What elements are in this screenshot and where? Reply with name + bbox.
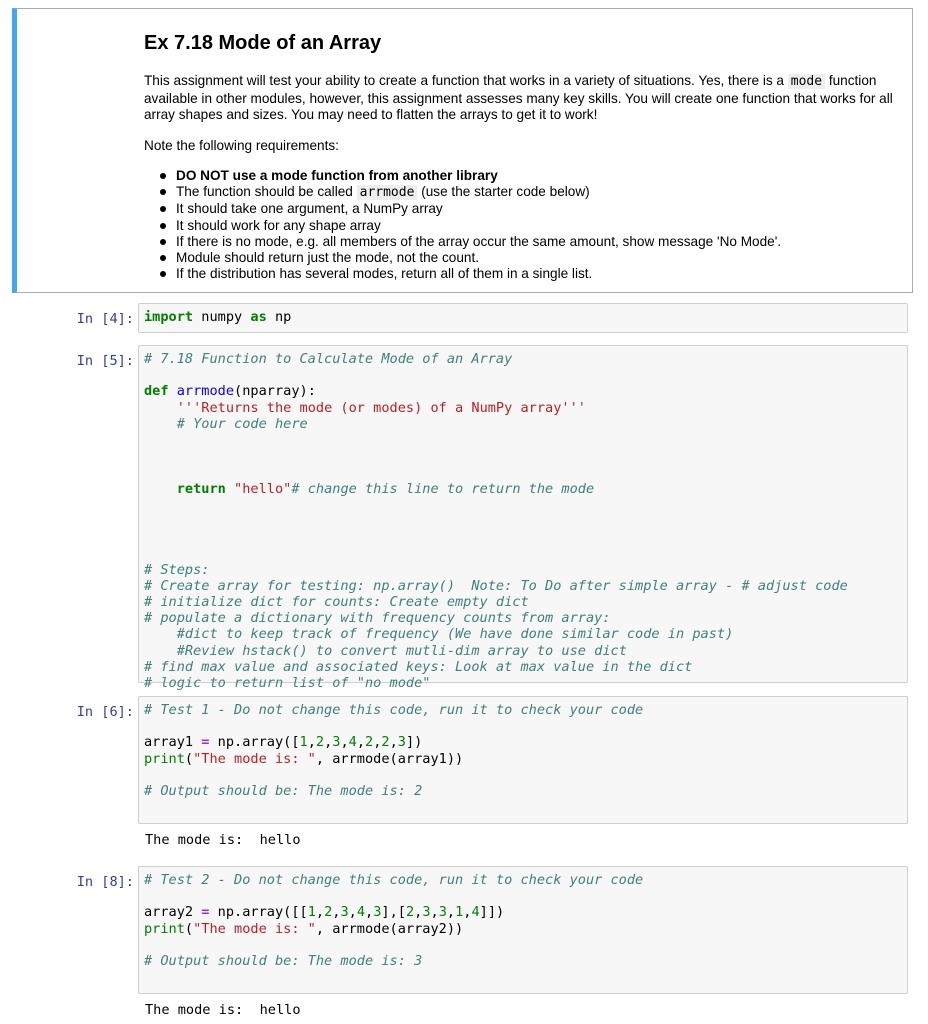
list-item bbox=[160, 168, 906, 184]
bullet-icon bbox=[160, 206, 166, 212]
code-comment: # Test 1 - Do not change this code, run it to check your code bbox=[144, 702, 644, 718]
code-operator: = bbox=[201, 904, 210, 921]
code-editor[interactable] bbox=[139, 697, 907, 804]
docstring: '''Returns the mode (or modes) of a NumPy array''' bbox=[176, 399, 586, 416]
builtin-print: print bbox=[144, 920, 185, 937]
code-number: 2 bbox=[405, 904, 415, 921]
list-item-text: (use the starter code below) bbox=[417, 184, 590, 200]
list-item-text: Module should return just the mode, not the count. bbox=[176, 250, 480, 266]
keyword-def: def bbox=[144, 383, 169, 400]
cell-prompt-6: In [6]: bbox=[76, 704, 134, 720]
code-number: 4 bbox=[471, 904, 480, 921]
code-comment: # Output should be: The mode is: 3 bbox=[144, 953, 423, 970]
cell-prompt-8: In [8]: bbox=[76, 874, 134, 890]
code-token: numpy bbox=[193, 309, 251, 325]
list-item-text: If the distribution has several modes, return all of them in a single list. bbox=[176, 266, 593, 282]
exercise-title: Ex 7.18 Mode of an Array bbox=[144, 32, 382, 54]
cell-prompt-4: In [4]: bbox=[76, 311, 134, 327]
code-string: "The mode is: " bbox=[193, 750, 316, 767]
markdown-content bbox=[144, 31, 906, 282]
code-token: np.array([[ bbox=[209, 904, 308, 921]
bullet-icon bbox=[160, 189, 166, 195]
code-editor[interactable] bbox=[139, 346, 907, 696]
list-item-text: The function should be called bbox=[176, 184, 357, 200]
code-comment: # Output should be: The mode is: 2 bbox=[144, 783, 423, 800]
keyword-as: as bbox=[250, 309, 267, 325]
code-number: 3 bbox=[332, 734, 341, 751]
number-list: 1,2,3,4,3 bbox=[307, 904, 382, 921]
list-item bbox=[160, 184, 906, 201]
code-token: array1 bbox=[144, 734, 202, 751]
bullet-icon bbox=[160, 173, 166, 179]
code-number: 3 bbox=[438, 904, 447, 921]
code-token: , arrmode(array2)) bbox=[315, 920, 464, 937]
code-comment: # Test 2 - Do not change this code, run it to check your code bbox=[144, 872, 644, 888]
list-item-text: DO NOT use a mode function from another library bbox=[176, 168, 498, 183]
code-comment: #dict to keep track of frequency (We have done similar code in past) bbox=[176, 626, 734, 643]
code-cell-5[interactable] bbox=[138, 345, 908, 692]
list-item bbox=[160, 218, 906, 234]
code-cell-8[interactable] bbox=[138, 866, 908, 994]
code-comment: # 7.18 Function to Calculate Mode of an Array bbox=[144, 351, 513, 367]
code-operator: = bbox=[201, 734, 210, 751]
list-inline-code: arrmode bbox=[357, 185, 418, 200]
code-comment: # Steps: bbox=[144, 561, 210, 578]
code-token: ( bbox=[184, 920, 194, 937]
code-number: 3 bbox=[373, 904, 382, 921]
number-list: 2,3,3,1,4 bbox=[405, 904, 480, 921]
code-string: "The mode is: " bbox=[193, 920, 316, 937]
code-number: 2 bbox=[324, 904, 333, 921]
code-comment: # change this line to return the mode bbox=[291, 480, 595, 497]
bullet-icon bbox=[160, 239, 166, 245]
code-comment: # find max value and associated keys: Look at max value in the dict bbox=[144, 658, 693, 675]
intro-text-2: function available in other modules, however, this assignment assesses many key skills. You will create one function that works for all array shapes and sizes. You may need to flatten the arrays to get it to work! bbox=[144, 73, 893, 122]
note-paragraph: Note the following requirements: bbox=[144, 137, 339, 153]
code-comment: # logic to return list of "no mode" bbox=[144, 675, 431, 692]
requirements-list bbox=[144, 168, 906, 282]
code-number: 4 bbox=[356, 904, 366, 921]
list-item-text: If there is no mode, e.g. all members of the array occur the same amount, show message 'No Mode'. bbox=[176, 233, 782, 249]
list-item-text: It should work for any shape array bbox=[176, 217, 381, 233]
code-token: np.array([ bbox=[209, 734, 300, 751]
bullet-icon bbox=[160, 271, 166, 277]
code-number: 2 bbox=[365, 734, 374, 751]
intro-text-1: This assignment will test your ability to create a function that works in a variety of situations. Yes, there is a bbox=[144, 73, 788, 88]
code-editor[interactable] bbox=[139, 304, 907, 330]
code-token: (nparray): bbox=[234, 383, 316, 400]
code-cell-6[interactable] bbox=[138, 696, 908, 824]
list-item bbox=[160, 266, 906, 282]
code-comment: # Your code here bbox=[176, 415, 308, 432]
code-cell-4[interactable] bbox=[138, 303, 908, 333]
cell-prompt-5: In [5]: bbox=[76, 353, 134, 369]
code-token: ],[ bbox=[381, 904, 406, 921]
code-number: 3 bbox=[340, 904, 349, 921]
intro-paragraph bbox=[144, 73, 906, 124]
bullet-icon bbox=[160, 255, 166, 261]
code-token: ]) bbox=[405, 734, 423, 751]
cell-output-6: The mode is: hello bbox=[145, 832, 301, 848]
code-number: 4 bbox=[348, 734, 357, 751]
code-token: , arrmode(array1)) bbox=[315, 750, 464, 767]
markdown-cell[interactable] bbox=[12, 8, 913, 293]
code-comment: # populate a dictionary with frequency counts from array: bbox=[144, 610, 611, 627]
keyword-return: return bbox=[176, 480, 226, 497]
code-token: ]]) bbox=[479, 904, 505, 921]
function-name: arrmode bbox=[176, 383, 235, 400]
bullet-icon bbox=[160, 223, 166, 229]
list-item bbox=[160, 201, 906, 217]
keyword-import: import bbox=[144, 309, 194, 325]
code-number: 1 bbox=[455, 904, 464, 921]
code-editor[interactable] bbox=[139, 867, 907, 974]
code-token: ( bbox=[184, 750, 194, 767]
code-comment: # initialize dict for counts: Create empty dict bbox=[144, 594, 529, 611]
builtin-print: print bbox=[144, 750, 185, 767]
code-number: 2 bbox=[381, 734, 390, 751]
code-number: 1 bbox=[307, 904, 316, 921]
code-token: np bbox=[266, 309, 292, 325]
code-token: array2 bbox=[144, 904, 202, 921]
cell-output-8: The mode is: hello bbox=[145, 1002, 301, 1018]
code-comment: #Review hstack() to convert mutli-dim array to use dict bbox=[176, 642, 627, 659]
number-list: 1,2,3,4,2,2,3 bbox=[299, 734, 406, 751]
code-comment: # Create array for testing: np.array() Note: To Do after simple array - # adjust code bbox=[144, 577, 848, 594]
intro-inline-code: mode bbox=[788, 74, 825, 89]
code-number: 3 bbox=[397, 734, 406, 751]
code-number: 3 bbox=[422, 904, 431, 921]
list-item-text: It should take one argument, a NumPy array bbox=[176, 201, 443, 217]
code-number: 1 bbox=[299, 734, 308, 751]
code-string: "hello" bbox=[234, 480, 292, 497]
code-number: 2 bbox=[315, 734, 325, 751]
list-item bbox=[160, 234, 906, 250]
list-item bbox=[160, 250, 906, 266]
